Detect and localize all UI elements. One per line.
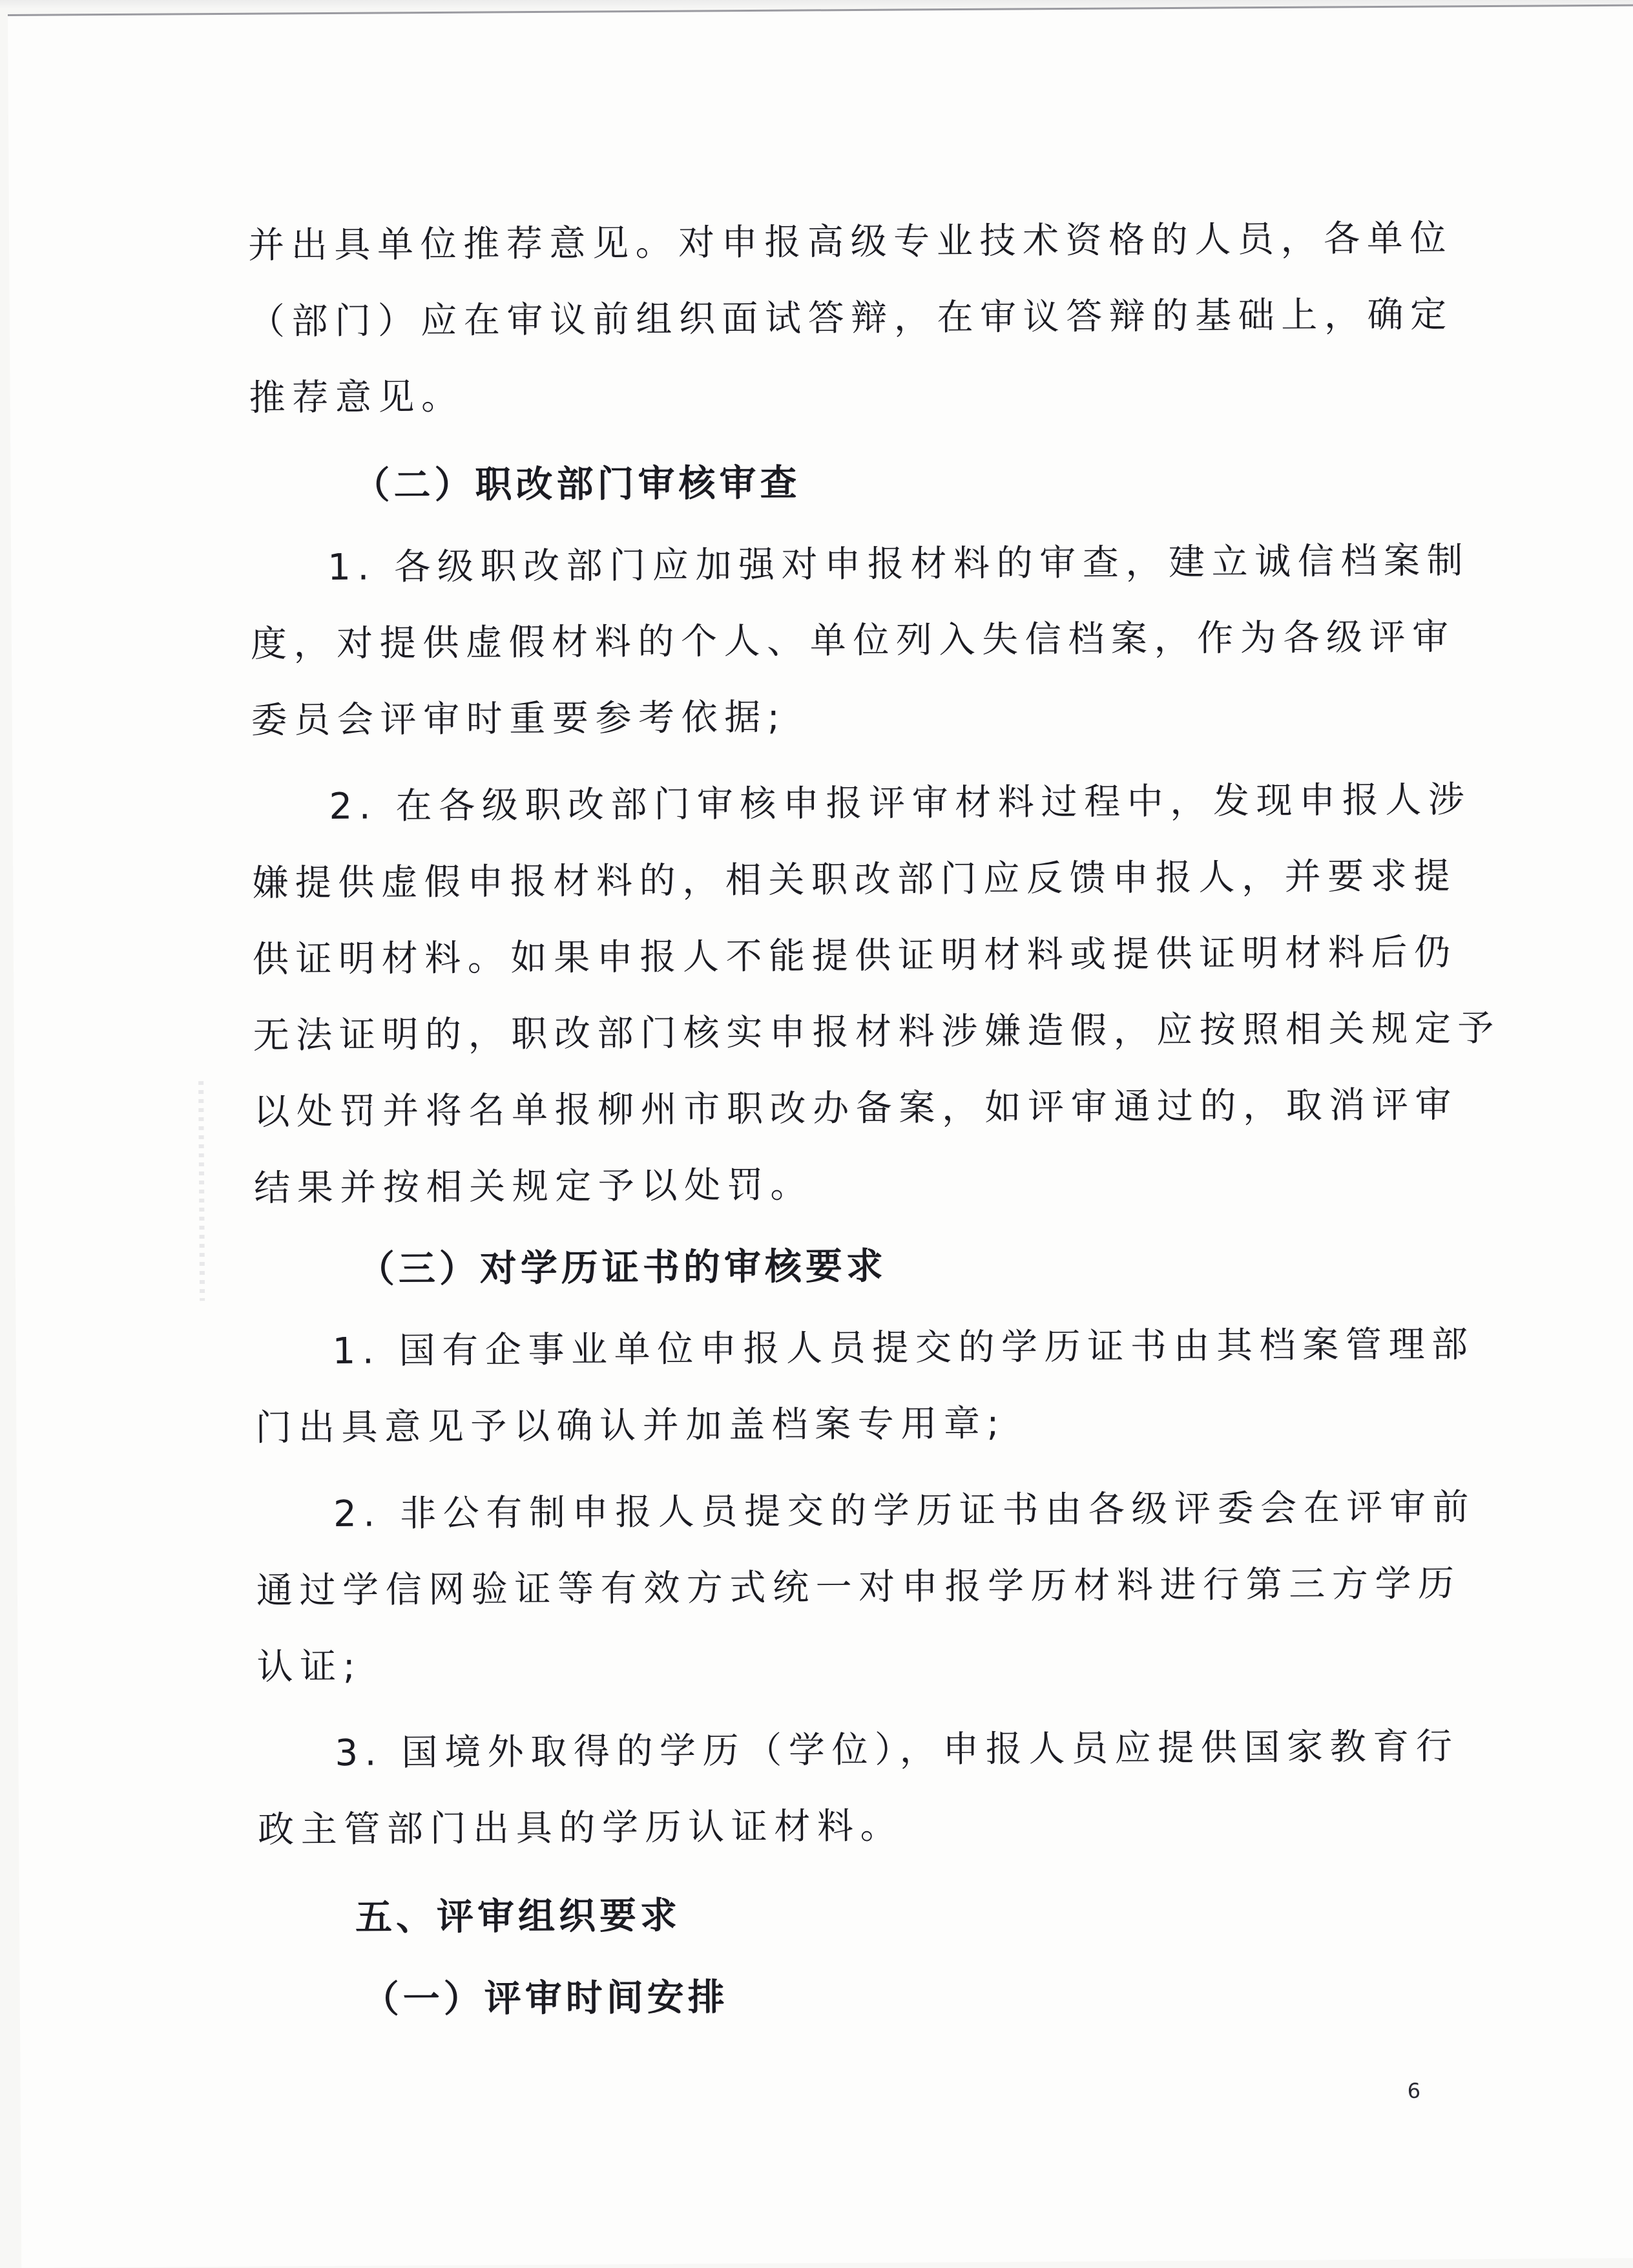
body-line: 委员会评审时重要参考依据; <box>251 696 787 742</box>
numbered-line: 2. 在各级职改部门审核申报评审材料过程中，发现申报人涉 <box>329 779 1472 828</box>
body-line: 以处罚并将名单报柳州市职改办备案，如评审通过的，取消评审 <box>253 1084 1459 1133</box>
subheading-review-by-title-reform-dept: （二）职改部门审核审查 <box>353 461 801 507</box>
numbered-line: 1. 国有企事业单位申报人员提交的学历证书由其档案管理部 <box>332 1323 1475 1372</box>
body-line: 认证; <box>256 1645 362 1688</box>
body-line: 门出具意见予以确认并加盖档案专用章; <box>255 1402 1006 1449</box>
subheading-education-certificate-review: （三）对学历证书的审核要求 <box>357 1244 888 1291</box>
body-line: 结果并按相关规定予以处罚。 <box>253 1164 814 1210</box>
numbered-line: 1. 各级职改部门应加强对申报材料的审查，建立诚信档案制 <box>328 540 1470 589</box>
body-line: 供证明材料。如果申报人不能提供证明材料或提供证明材料后仍 <box>252 931 1457 981</box>
body-line: 并出具单位推荐意见。对申报高级专业技术资格的人员，各单位 <box>247 217 1453 267</box>
scan-smudge <box>198 1081 205 1301</box>
section-heading-review-organization: 五、评审组织要求 <box>355 1894 681 1939</box>
body-line: 推荐意见。 <box>249 375 464 419</box>
body-line: 嫌提供虚假申报材料的，相关职改部门应反馈申报人，并要求提 <box>252 855 1457 905</box>
body-line: 度，对提供虚假材料的个人、单位列入失信档案，作为各级评审 <box>250 616 1455 666</box>
numbered-line: 2. 非公有制申报人员提交的学历证书由各级评委会在评审前 <box>333 1486 1476 1535</box>
document-page <box>8 5 1633 2268</box>
page-number: 6 <box>1407 2078 1421 2103</box>
body-line: 无法证明的，职改部门核实申报材料涉嫌造假，应按照相关规定予 <box>253 1007 1501 1057</box>
body-line: 通过学信网验证等有效方式统一对申报学历材料进行第三方学历 <box>256 1562 1461 1612</box>
body-line: （部门）应在审议前组织面试答辩，在审议答辩的基础上，确定 <box>248 293 1453 343</box>
subheading-review-schedule: （一）评审时间安排 <box>362 1976 729 2021</box>
body-line: 政主管部门出具的学历认证材料。 <box>257 1805 904 1851</box>
numbered-line: 3. 国境外取得的学历（学位），申报人员应提供国家教育行 <box>335 1725 1459 1774</box>
